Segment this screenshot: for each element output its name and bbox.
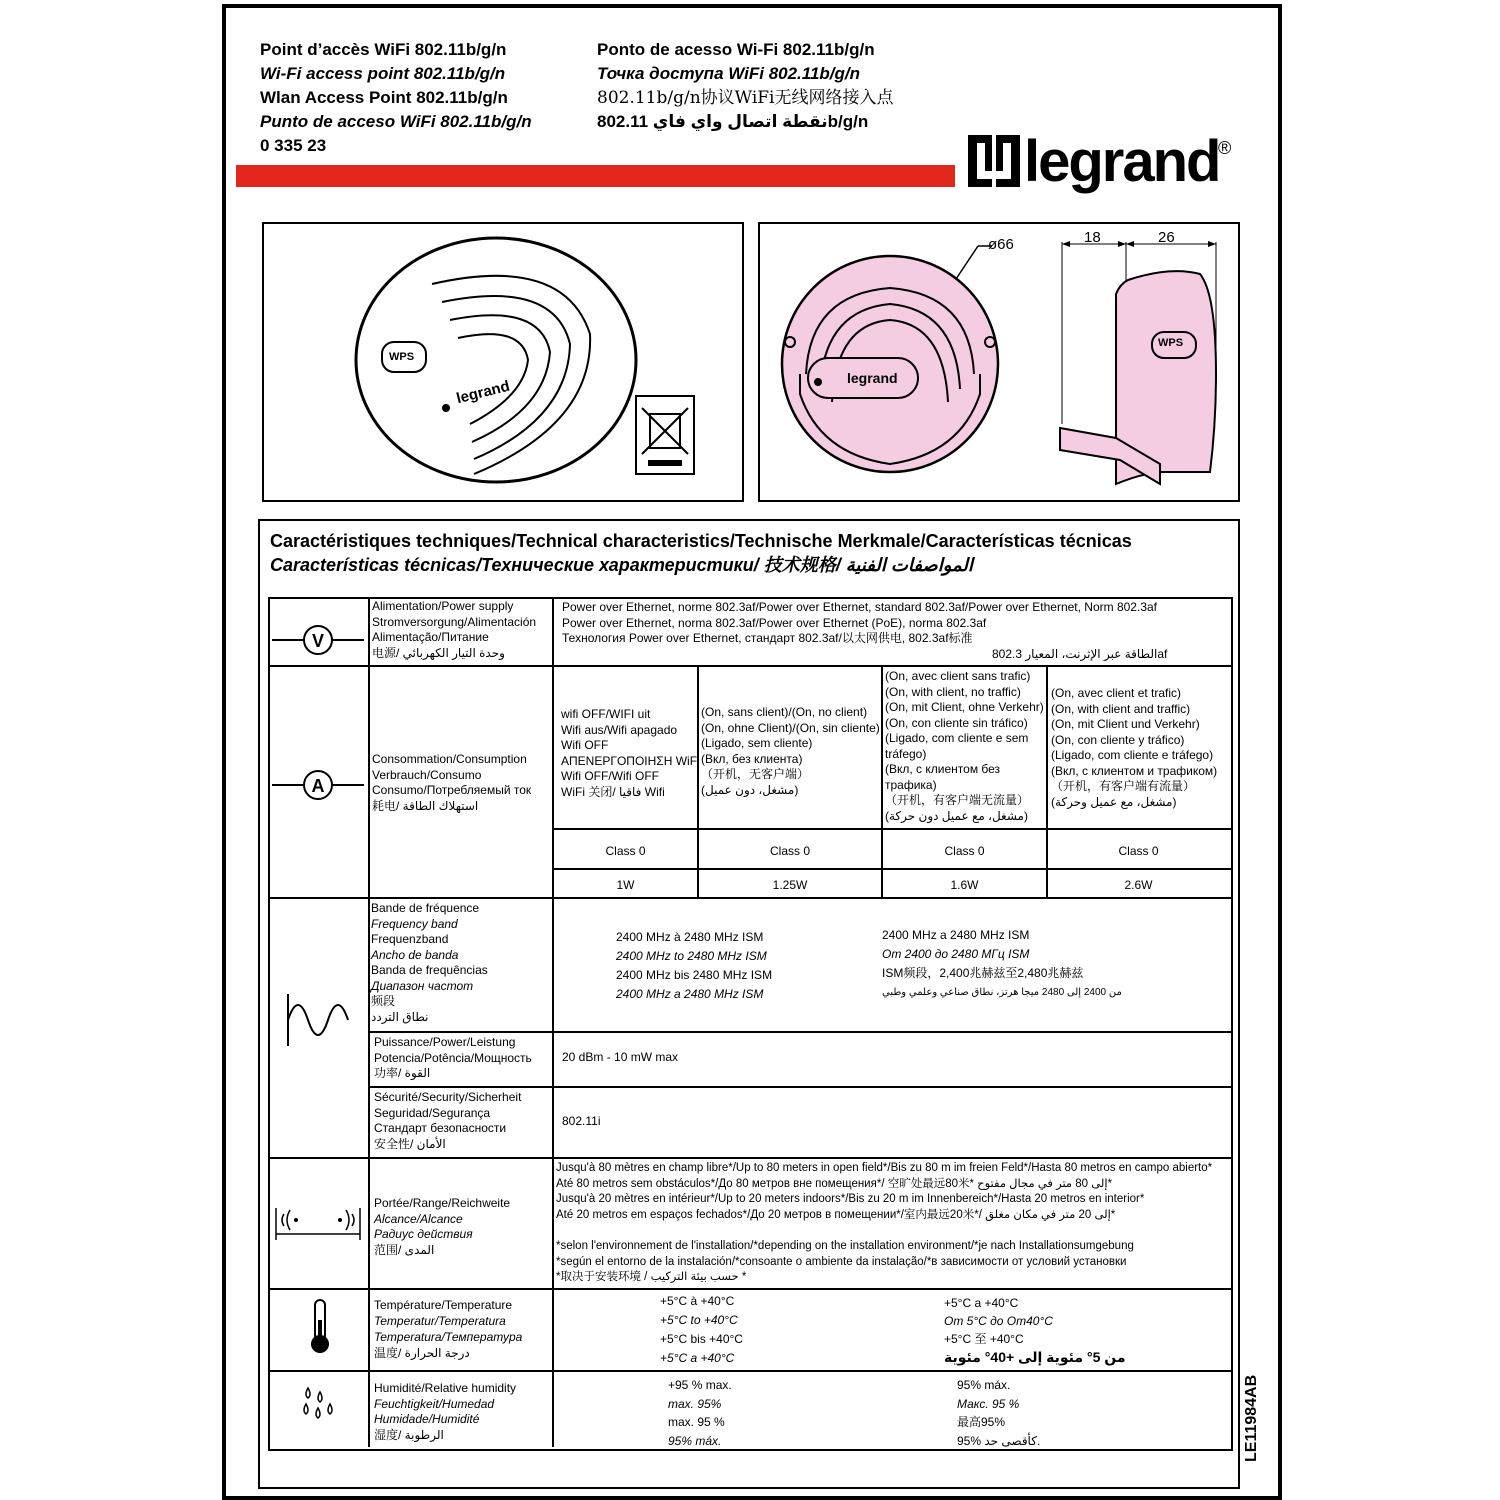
watt-cell: 2.6W: [1124, 878, 1153, 892]
cell-line: (Вкл, без клиента): [701, 751, 803, 766]
value-line: max. 95%: [668, 1396, 722, 1411]
ampere-icon: [272, 765, 364, 805]
cell-line: tráfego): [885, 746, 927, 761]
label-line: 电源/ وحدة التيار الكهربائي: [372, 645, 505, 660]
cell-line: (On, mit Client, ohne Verkehr): [885, 700, 1044, 714]
value-line: من 2400 إلى 2480 ميجا هرتز، نطاق صناعي وعلمي وطبي: [882, 987, 1122, 998]
humidity-drops-icon: [298, 1386, 338, 1426]
product-code: 0 335 23: [260, 136, 327, 155]
humidity-left-values: [668, 1376, 732, 1450]
label-line: Ancho de banda: [371, 947, 459, 962]
value-line: 最高95%: [957, 1415, 1006, 1429]
col-divider-2: [552, 598, 554, 1447]
range-values: [556, 1161, 1212, 1286]
value-line: +5°C to +40°C: [660, 1313, 738, 1327]
cell-line: （开机，无客户端）: [701, 767, 810, 781]
cell-line: (On, with client, no traffic): [885, 684, 1021, 699]
frequency-left-values: [616, 928, 772, 1004]
cons-col-divider: [1046, 666, 1048, 897]
value-line: 95% كأقصى حد.: [957, 1433, 1041, 1448]
depth-dim-b: 26: [1158, 229, 1175, 246]
cell-line: (Ligado, sem cliente): [701, 736, 813, 750]
cell-line: ΑΠΕΝΕΡΓΟΠΟΙΗΣΗ WiFi: [561, 753, 700, 768]
label-line: Stromversorgung/Alimentación: [372, 614, 537, 629]
cell-line: (مشغل، مع عميل وحركة): [1051, 794, 1177, 809]
device-perspective-drawing: [264, 224, 742, 500]
thermometer-icon: [306, 1298, 334, 1356]
value-line: Jusqu'à 80 mètres en champ libre*/Up to 80 meters in open field*/Bis zu 80 m im freien Feld*/Hasta 80 metros en campo abierto*: [556, 1162, 1213, 1174]
value-line: Power over Ethernet, norma 802.3af/Power over Ethernet (PoE), norma 802.3af: [562, 615, 987, 630]
label-line: 范围/ المدى: [374, 1242, 435, 1257]
label-line: Puissance/Power/Leistung: [374, 1035, 516, 1049]
label-line: Portée/Range/Reichweite: [374, 1196, 511, 1210]
note-line: *取决于安装环境 / حسب بيئة التركيب *: [556, 1271, 747, 1283]
note-line: *selon l'environnement de l'installation/*depending on the installation environment/*je nach Installationsumgebung: [556, 1240, 1134, 1252]
frequency-label: [371, 901, 488, 1025]
wave-icon: [284, 990, 350, 1050]
label-line: Banda de frequências: [371, 963, 488, 977]
label-line: 功率/ القوة: [374, 1066, 431, 1080]
cell-line: （开机，有客户端无流量）: [885, 793, 1030, 807]
label-line: Seguridad/Segurança: [374, 1105, 491, 1120]
label-line: Temperatur/Temperatura: [374, 1314, 506, 1328]
value-line: 2400 MHz to 2480 MHz ISM: [616, 949, 767, 963]
temperature-right-values: [944, 1294, 1126, 1366]
label-line: Consumo/Потребляемый ток: [372, 783, 532, 797]
row-divider: [268, 1157, 1231, 1159]
value-line: От 5°C до От40°C: [944, 1314, 1053, 1328]
value-line: Power over Ethernet, norme 802.3af/Power over Ethernet, standard 802.3af/Power over Ethernet, Norm 802.3af: [562, 600, 1157, 614]
value-line: 2400 MHz a 2480 MHz ISM: [616, 987, 764, 1001]
power-label: [374, 1035, 532, 1082]
cell-line: (مشغل، مع عميل دون حركة): [885, 808, 1028, 823]
value-line: +5°C a +40°C: [944, 1296, 1019, 1310]
cell-line: (On, mit Client und Verkehr): [1051, 717, 1200, 731]
device-logo-right: legrand: [847, 370, 898, 386]
cell-line: (On, avec client sans trafic): [885, 669, 1031, 683]
consumption-label: [372, 752, 531, 814]
cell-line: (Ligado, com cliente e tráfego): [1051, 748, 1214, 762]
label-line: 耗电/ استهلاك الطاقة: [372, 798, 479, 813]
value-line: Макс. 95 %: [957, 1396, 1020, 1411]
specs-title-1: [270, 529, 1132, 553]
title-ru: Точка доступа WiFi 802.11b/g/n: [597, 64, 861, 83]
wps-label-right: WPS: [1158, 337, 1184, 349]
humidity-label: [374, 1381, 516, 1443]
value-line: +95 % max.: [668, 1378, 732, 1392]
title-pt: Ponto de acesso Wi-Fi 802.11b/g/n: [597, 40, 875, 59]
cell-line: Wifi aus/Wifi apagado: [561, 722, 678, 737]
row-divider: [268, 1288, 1231, 1290]
value-line: 95% máx.: [957, 1378, 1011, 1392]
cell-line: (Ligado, com cliente e sem: [885, 731, 1029, 745]
value-line: От 2400 до 2480 МГц ISM: [882, 947, 1030, 961]
title-ar: نقطة اتصال واي فاي 802.11b/g/n: [597, 112, 869, 131]
title-en: Wi-Fi access point 802.11b/g/n: [260, 64, 506, 83]
label-line: 频段: [371, 994, 396, 1008]
cons-row-divider: [552, 828, 1231, 830]
row-divider: [268, 897, 1231, 899]
consumption-col-wifi-off: [561, 707, 700, 800]
device-dimension-drawing: [760, 224, 1238, 500]
humidity-right-values: [957, 1376, 1040, 1450]
title-es: Punto de acceso WiFi 802.11b/g/n: [260, 112, 532, 131]
device-logo-left: legrand: [454, 377, 512, 408]
cell-line: (On, sans client)/(On, no client): [701, 705, 868, 719]
class-cell: Class 0: [605, 844, 646, 858]
wps-label-left: WPS: [389, 351, 415, 363]
cell-line: （开机，有客户端有流量）: [1051, 779, 1196, 793]
value-line: الطاقة عبر الإثرنت، المعيار 802.3af: [992, 646, 1168, 661]
value-line: Até 80 metros sem obstáculos*/До 80 метров вне помещения*/ 空旷处最远80米* إلى 80 متر في مجال مفتوح*: [556, 1177, 1113, 1190]
consumption-col-client-no-traffic: [885, 669, 1044, 824]
document-id: LE11984AB: [1243, 1374, 1260, 1462]
specs-title-text-1: Caractéristiques techniques/Technical characteristics/Technische Merkmale/Características técnicas: [270, 531, 1132, 551]
cell-line: Wifi OFF: [561, 738, 609, 752]
value-line: max. 95 %: [668, 1415, 725, 1429]
power-supply-value: [562, 600, 1167, 662]
power-value: 20 dBm - 10 mW max: [562, 1050, 679, 1064]
value-line: +5°C à +40°C: [660, 1294, 735, 1308]
label-line: 湿度/ الرطوبة: [374, 1427, 444, 1442]
svg-text:V: V: [311, 631, 325, 651]
row-divider: [268, 1370, 1231, 1372]
title-zh: 802.11b/g/n协议WiFi无线网络接入点: [597, 88, 894, 108]
label-line: Стандарт безопасности: [374, 1121, 507, 1135]
cell-line: (On, with client and traffic): [1051, 701, 1191, 716]
label-line: Bande de fréquence: [371, 901, 480, 915]
red-bar: [236, 165, 955, 187]
temperature-label: [374, 1297, 522, 1361]
depth-dim-a: 18: [1084, 229, 1101, 246]
label-line: Feuchtigkeit/Humedad: [374, 1396, 495, 1411]
watt-cell: 1W: [616, 878, 635, 892]
cell-line: (On, ohne Client)/(On, sin cliente): [701, 720, 880, 735]
title-de: Wlan Access Point 802.11b/g/n: [260, 88, 508, 107]
label-line: Радиус действия: [374, 1227, 473, 1241]
consumption-col-no-client: [701, 705, 880, 798]
value-line: Jusqu'à 20 mètres en intérieur*/Up to 20 meters indoors*/Bis zu 20 m im Innenbereich*/Hasta 20 metros en interior*: [556, 1193, 1145, 1205]
range-icon: [272, 1204, 364, 1244]
title-block-right: [597, 38, 894, 134]
voltage-icon: [272, 620, 364, 660]
svg-text:A: A: [311, 776, 325, 796]
row-divider: [268, 665, 1231, 667]
title-block-left: [260, 38, 532, 158]
label-line: Humidité/Relative humidity: [374, 1381, 517, 1395]
row-divider: [368, 1086, 1231, 1088]
registered-mark: ®: [1218, 138, 1232, 158]
legrand-logo-icon: [968, 135, 1020, 187]
figure-panel-perspective: [262, 222, 744, 502]
note-line: *según el entorno de la instalación/*consoante o ambiente da instalação/*в зависимости от условий установки: [556, 1255, 1127, 1268]
value-line: +5°C 至 +40°C: [944, 1332, 1024, 1346]
value-line: +5°C a +40°C: [660, 1351, 735, 1365]
cell-line: (Вкл, с клиентом без: [885, 762, 1001, 776]
label-line: Humidade/Humidité: [374, 1412, 480, 1426]
label-line: 安全性/ الأمان: [374, 1136, 446, 1151]
label-line: نطاق التردد: [371, 1009, 429, 1024]
label-line: Alimentation/Power supply: [372, 599, 514, 613]
value-line: +5°C bis +40°C: [660, 1332, 743, 1346]
cell-line: (مشغل، دون عميل): [701, 782, 799, 797]
title-fr: Point d’accès WiFi 802.11b/g/n: [260, 40, 507, 59]
class-cell: Class 0: [769, 844, 810, 858]
legrand-logo-text: legrand: [1024, 129, 1220, 194]
col-divider-1: [368, 598, 370, 1447]
diameter-label: ø66: [988, 236, 1014, 253]
label-line: 温度/ درجة الحرارة: [374, 1346, 470, 1360]
value-line: Технология Power over Ethernet, стандарт 802.3af/以太网供电, 802.3af标准: [562, 631, 973, 645]
frequency-right-values: [882, 926, 1122, 1002]
cell-line: трафика): [885, 777, 937, 792]
label-line: Potencia/Potência/Мощность: [374, 1050, 532, 1065]
security-label: [374, 1090, 521, 1152]
label-line: Alcance/Alcance: [374, 1211, 463, 1226]
cell-line: wifi OFF/WIFI uit: [561, 707, 651, 721]
value-line: 2400 MHz bis 2480 MHz ISM: [616, 968, 773, 982]
cons-col-divider: [881, 666, 883, 897]
cell-line: (Вкл, с клиентом и трафиком): [1051, 763, 1218, 778]
figure-panel-dimensions: [758, 222, 1240, 502]
value-line: 2400 MHz a 2480 MHz ISM: [882, 928, 1030, 942]
value-line: 2400 MHz à 2480 MHz ISM: [616, 930, 764, 944]
label-line: Alimentação/Питание: [372, 630, 489, 644]
cell-line: Wifi OFF/Wifi OFF: [561, 769, 659, 783]
class-cell: Class 0: [944, 844, 985, 858]
row-divider: [368, 1031, 1231, 1033]
label-line: Verbrauch/Consumo: [372, 767, 482, 782]
value-line: 95% máx.: [668, 1433, 722, 1448]
cell-line: (On, con cliente sin tráfico): [885, 715, 1028, 730]
cell-line: (On, avec client et trafic): [1051, 686, 1182, 700]
security-value: 802.11i: [562, 1114, 601, 1128]
cell-line: WiFi 关闭/ فاقيا Wifi: [561, 784, 665, 799]
consumption-col-client-traffic: [1051, 686, 1217, 810]
label-line: Temperatura/Температура: [374, 1330, 523, 1344]
cell-line: (On, con cliente y tráfico): [1051, 732, 1185, 747]
specs-title-2: Características técnicas/Технические характеристики/ 技术规格/ المواصفات الفنية: [270, 555, 973, 575]
label-line: Consommation/Consumption: [372, 752, 527, 766]
label-line: Frequency band: [371, 916, 458, 931]
label-line: Sécurité/Security/Sicherheit: [374, 1090, 522, 1104]
temperature-left-values: [660, 1292, 743, 1368]
range-label: [374, 1196, 510, 1258]
class-cell: Class 0: [1118, 844, 1159, 858]
watt-cell: 1.6W: [950, 878, 979, 892]
watt-cell: 1.25W: [772, 878, 808, 892]
value-line: ISM频段，2,400兆赫兹至2,480兆赫兹: [882, 966, 1084, 980]
label-line: Диапазон частот: [371, 978, 474, 993]
label-line: Frequenzband: [371, 932, 449, 946]
label-line: Température/Temperature: [374, 1298, 513, 1312]
power-supply-label: [372, 599, 536, 661]
value-line: من 5° مئوية إلى +40° مئوية: [944, 1349, 1126, 1365]
cons-row-divider: [552, 868, 1231, 870]
value-line: Até 20 metros em espaços fechados*/До 20 метров в помещении*/室内最远20米*/ إلى 20 متر في مكان مغلق*: [556, 1208, 1116, 1221]
